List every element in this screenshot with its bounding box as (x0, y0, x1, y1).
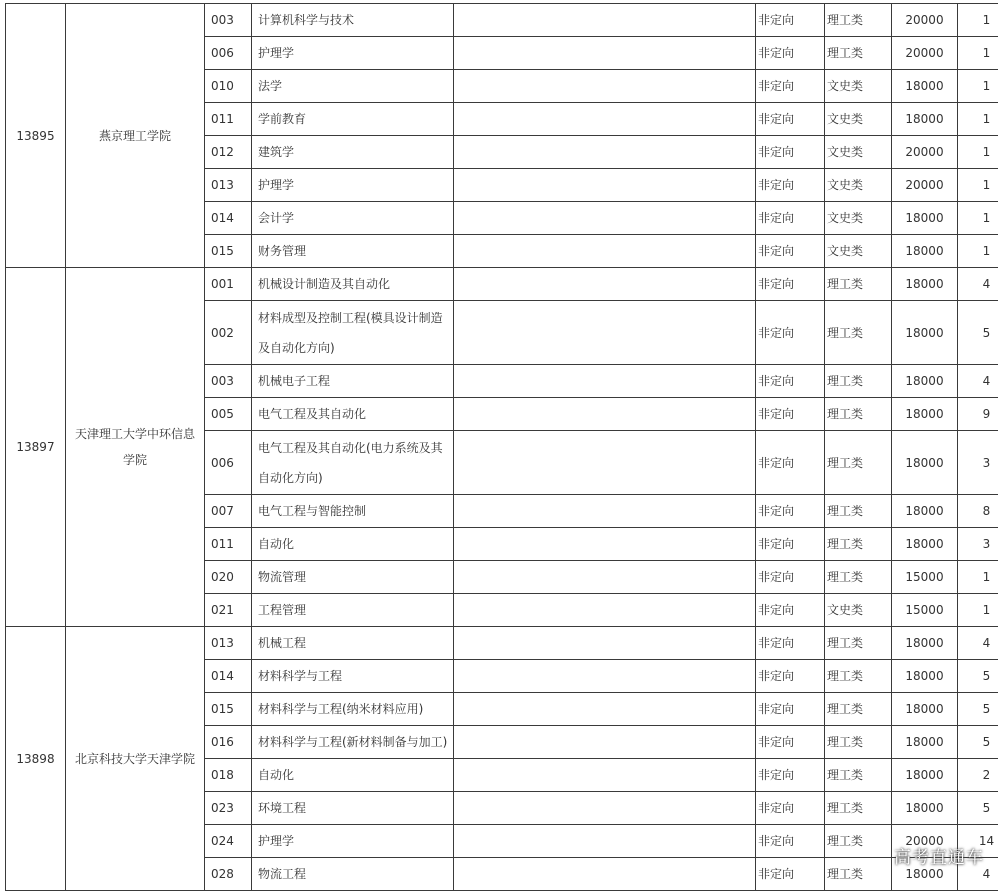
major-name-cell: 建筑学 (252, 136, 454, 169)
category-cell: 理工类 (825, 431, 892, 495)
tuition-cell: 18000 (892, 759, 958, 792)
category-cell: 理工类 (825, 268, 892, 301)
empty-cell (454, 398, 756, 431)
empty-cell (454, 759, 756, 792)
plan-count-cell: 1 (958, 70, 998, 103)
plan-type-cell: 非定向 (756, 4, 825, 37)
major-code-cell: 003 (205, 4, 252, 37)
tuition-cell: 18000 (892, 103, 958, 136)
plan-type-cell: 非定向 (756, 268, 825, 301)
category-cell: 理工类 (825, 858, 892, 891)
school-code-cell: 13895 (6, 4, 66, 268)
empty-cell (454, 202, 756, 235)
empty-cell (454, 431, 756, 495)
admission-plan-table (5, 3, 998, 891)
plan-type-cell: 非定向 (756, 825, 825, 858)
tuition-cell: 18000 (892, 660, 958, 693)
category-cell: 理工类 (825, 726, 892, 759)
category-cell: 理工类 (825, 825, 892, 858)
tuition-cell: 20000 (892, 825, 958, 858)
major-name-cell: 护理学 (252, 825, 454, 858)
empty-cell (454, 792, 756, 825)
plan-count-cell: 3 (958, 528, 998, 561)
empty-cell (454, 301, 756, 365)
major-name-cell: 机械电子工程 (252, 365, 454, 398)
plan-type-cell: 非定向 (756, 365, 825, 398)
empty-cell (454, 136, 756, 169)
plan-count-cell: 2 (958, 759, 998, 792)
tuition-cell: 18000 (892, 726, 958, 759)
school-name-cell: 天津理工大学中环信息学院 (66, 268, 205, 627)
empty-cell (454, 528, 756, 561)
empty-cell (454, 103, 756, 136)
tuition-cell: 18000 (892, 693, 958, 726)
major-name-cell: 护理学 (252, 169, 454, 202)
empty-cell (454, 4, 756, 37)
empty-cell (454, 726, 756, 759)
tuition-cell: 15000 (892, 594, 958, 627)
tuition-cell: 18000 (892, 528, 958, 561)
major-code-cell: 020 (205, 561, 252, 594)
major-code-cell: 014 (205, 660, 252, 693)
plan-count-cell: 4 (958, 858, 998, 891)
major-code-cell: 006 (205, 37, 252, 70)
plan-count-cell: 5 (958, 726, 998, 759)
plan-type-cell: 非定向 (756, 398, 825, 431)
major-name-cell: 法学 (252, 70, 454, 103)
category-cell: 理工类 (825, 561, 892, 594)
empty-cell (454, 268, 756, 301)
tuition-cell: 18000 (892, 431, 958, 495)
category-cell: 理工类 (825, 301, 892, 365)
plan-type-cell: 非定向 (756, 792, 825, 825)
plan-count-cell: 1 (958, 594, 998, 627)
plan-count-cell: 3 (958, 431, 998, 495)
plan-count-cell: 5 (958, 792, 998, 825)
tuition-cell: 18000 (892, 398, 958, 431)
tuition-cell: 15000 (892, 561, 958, 594)
tuition-cell: 18000 (892, 365, 958, 398)
major-code-cell: 007 (205, 495, 252, 528)
major-code-cell: 023 (205, 792, 252, 825)
table-row (6, 627, 998, 660)
category-cell: 理工类 (825, 495, 892, 528)
plan-count-cell: 4 (958, 365, 998, 398)
major-code-cell: 015 (205, 235, 252, 268)
major-code-cell: 002 (205, 301, 252, 365)
category-cell: 理工类 (825, 693, 892, 726)
plan-count-cell: 1 (958, 37, 998, 70)
plan-type-cell: 非定向 (756, 202, 825, 235)
plan-type-cell: 非定向 (756, 70, 825, 103)
category-cell: 文史类 (825, 169, 892, 202)
major-name-cell: 自动化 (252, 759, 454, 792)
empty-cell (454, 37, 756, 70)
category-cell: 文史类 (825, 594, 892, 627)
school-name-cell: 北京科技大学天津学院 (66, 627, 205, 891)
empty-cell (454, 627, 756, 660)
tuition-cell: 20000 (892, 4, 958, 37)
empty-cell (454, 825, 756, 858)
tuition-cell: 18000 (892, 235, 958, 268)
major-name-cell: 自动化 (252, 528, 454, 561)
category-cell: 文史类 (825, 235, 892, 268)
major-name-cell: 物流管理 (252, 561, 454, 594)
major-code-cell: 016 (205, 726, 252, 759)
plan-type-cell: 非定向 (756, 858, 825, 891)
major-code-cell: 001 (205, 268, 252, 301)
major-code-cell: 006 (205, 431, 252, 495)
plan-type-cell: 非定向 (756, 759, 825, 792)
tuition-cell: 18000 (892, 495, 958, 528)
major-name-cell: 机械工程 (252, 627, 454, 660)
major-name-cell: 学前教育 (252, 103, 454, 136)
plan-type-cell: 非定向 (756, 726, 825, 759)
major-code-cell: 024 (205, 825, 252, 858)
plan-count-cell: 1 (958, 561, 998, 594)
major-code-cell: 011 (205, 528, 252, 561)
major-name-cell: 工程管理 (252, 594, 454, 627)
plan-type-cell: 非定向 (756, 301, 825, 365)
major-name-cell: 电气工程及其自动化(电力系统及其自动化方向) (252, 431, 454, 495)
empty-cell (454, 495, 756, 528)
plan-count-cell: 1 (958, 235, 998, 268)
category-cell: 文史类 (825, 70, 892, 103)
major-code-cell: 013 (205, 627, 252, 660)
plan-type-cell: 非定向 (756, 561, 825, 594)
major-code-cell: 028 (205, 858, 252, 891)
tuition-cell: 18000 (892, 627, 958, 660)
watermark-text: 高考直通车 (894, 848, 984, 868)
plan-type-cell: 非定向 (756, 431, 825, 495)
plan-count-cell: 1 (958, 169, 998, 202)
plan-type-cell: 非定向 (756, 136, 825, 169)
school-code-cell: 13898 (6, 627, 66, 891)
major-code-cell: 003 (205, 365, 252, 398)
plan-count-cell: 5 (958, 301, 998, 365)
category-cell: 文史类 (825, 136, 892, 169)
table-row (6, 4, 998, 37)
empty-cell (454, 594, 756, 627)
major-code-cell: 014 (205, 202, 252, 235)
empty-cell (454, 169, 756, 202)
tuition-cell: 20000 (892, 136, 958, 169)
category-cell: 文史类 (825, 103, 892, 136)
major-code-cell: 021 (205, 594, 252, 627)
tuition-cell: 20000 (892, 169, 958, 202)
plan-count-cell: 4 (958, 268, 998, 301)
major-name-cell: 材料科学与工程(新材料制备与加工) (252, 726, 454, 759)
category-cell: 理工类 (825, 4, 892, 37)
major-code-cell: 015 (205, 693, 252, 726)
plan-count-cell: 1 (958, 202, 998, 235)
major-name-cell: 物流工程 (252, 858, 454, 891)
major-code-cell: 012 (205, 136, 252, 169)
category-cell: 理工类 (825, 365, 892, 398)
plan-type-cell: 非定向 (756, 103, 825, 136)
empty-cell (454, 235, 756, 268)
tuition-cell: 18000 (892, 202, 958, 235)
major-name-cell: 机械设计制造及其自动化 (252, 268, 454, 301)
category-cell: 理工类 (825, 792, 892, 825)
plan-count-cell: 1 (958, 136, 998, 169)
major-code-cell: 005 (205, 398, 252, 431)
major-code-cell: 011 (205, 103, 252, 136)
empty-cell (454, 660, 756, 693)
tuition-cell: 18000 (892, 858, 958, 891)
major-name-cell: 材料成型及控制工程(模具设计制造及自动化方向) (252, 301, 454, 365)
tuition-cell: 20000 (892, 37, 958, 70)
table-body (6, 4, 998, 891)
plan-type-cell: 非定向 (756, 660, 825, 693)
plan-type-cell: 非定向 (756, 37, 825, 70)
school-code-cell: 13897 (6, 268, 66, 627)
category-cell: 理工类 (825, 759, 892, 792)
plan-type-cell: 非定向 (756, 693, 825, 726)
tuition-cell: 18000 (892, 301, 958, 365)
plan-type-cell: 非定向 (756, 169, 825, 202)
empty-cell (454, 561, 756, 594)
major-name-cell: 材料科学与工程 (252, 660, 454, 693)
plan-count-cell: 5 (958, 693, 998, 726)
plan-count-cell: 4 (958, 627, 998, 660)
table-row (6, 268, 998, 301)
major-code-cell: 018 (205, 759, 252, 792)
plan-count-cell: 1 (958, 103, 998, 136)
empty-cell (454, 693, 756, 726)
empty-cell (454, 365, 756, 398)
plan-type-cell: 非定向 (756, 594, 825, 627)
school-name-cell: 燕京理工学院 (66, 4, 205, 268)
plan-type-cell: 非定向 (756, 528, 825, 561)
major-name-cell: 电气工程及其自动化 (252, 398, 454, 431)
plan-type-cell: 非定向 (756, 495, 825, 528)
major-name-cell: 计算机科学与技术 (252, 4, 454, 37)
major-name-cell: 护理学 (252, 37, 454, 70)
tuition-cell: 18000 (892, 268, 958, 301)
major-code-cell: 010 (205, 70, 252, 103)
tuition-cell: 18000 (892, 70, 958, 103)
plan-count-cell: 14 (958, 825, 998, 858)
major-code-cell: 013 (205, 169, 252, 202)
plan-count-cell: 5 (958, 660, 998, 693)
empty-cell (454, 70, 756, 103)
plan-count-cell: 9 (958, 398, 998, 431)
plan-count-cell: 8 (958, 495, 998, 528)
category-cell: 理工类 (825, 398, 892, 431)
plan-type-cell: 非定向 (756, 235, 825, 268)
major-name-cell: 财务管理 (252, 235, 454, 268)
plan-type-cell: 非定向 (756, 627, 825, 660)
plan-count-cell: 1 (958, 4, 998, 37)
tuition-cell: 18000 (892, 792, 958, 825)
category-cell: 理工类 (825, 660, 892, 693)
major-name-cell: 材料科学与工程(纳米材料应用) (252, 693, 454, 726)
category-cell: 理工类 (825, 627, 892, 660)
category-cell: 理工类 (825, 37, 892, 70)
category-cell: 理工类 (825, 528, 892, 561)
major-name-cell: 电气工程与智能控制 (252, 495, 454, 528)
major-name-cell: 环境工程 (252, 792, 454, 825)
major-name-cell: 会计学 (252, 202, 454, 235)
empty-cell (454, 858, 756, 891)
category-cell: 文史类 (825, 202, 892, 235)
